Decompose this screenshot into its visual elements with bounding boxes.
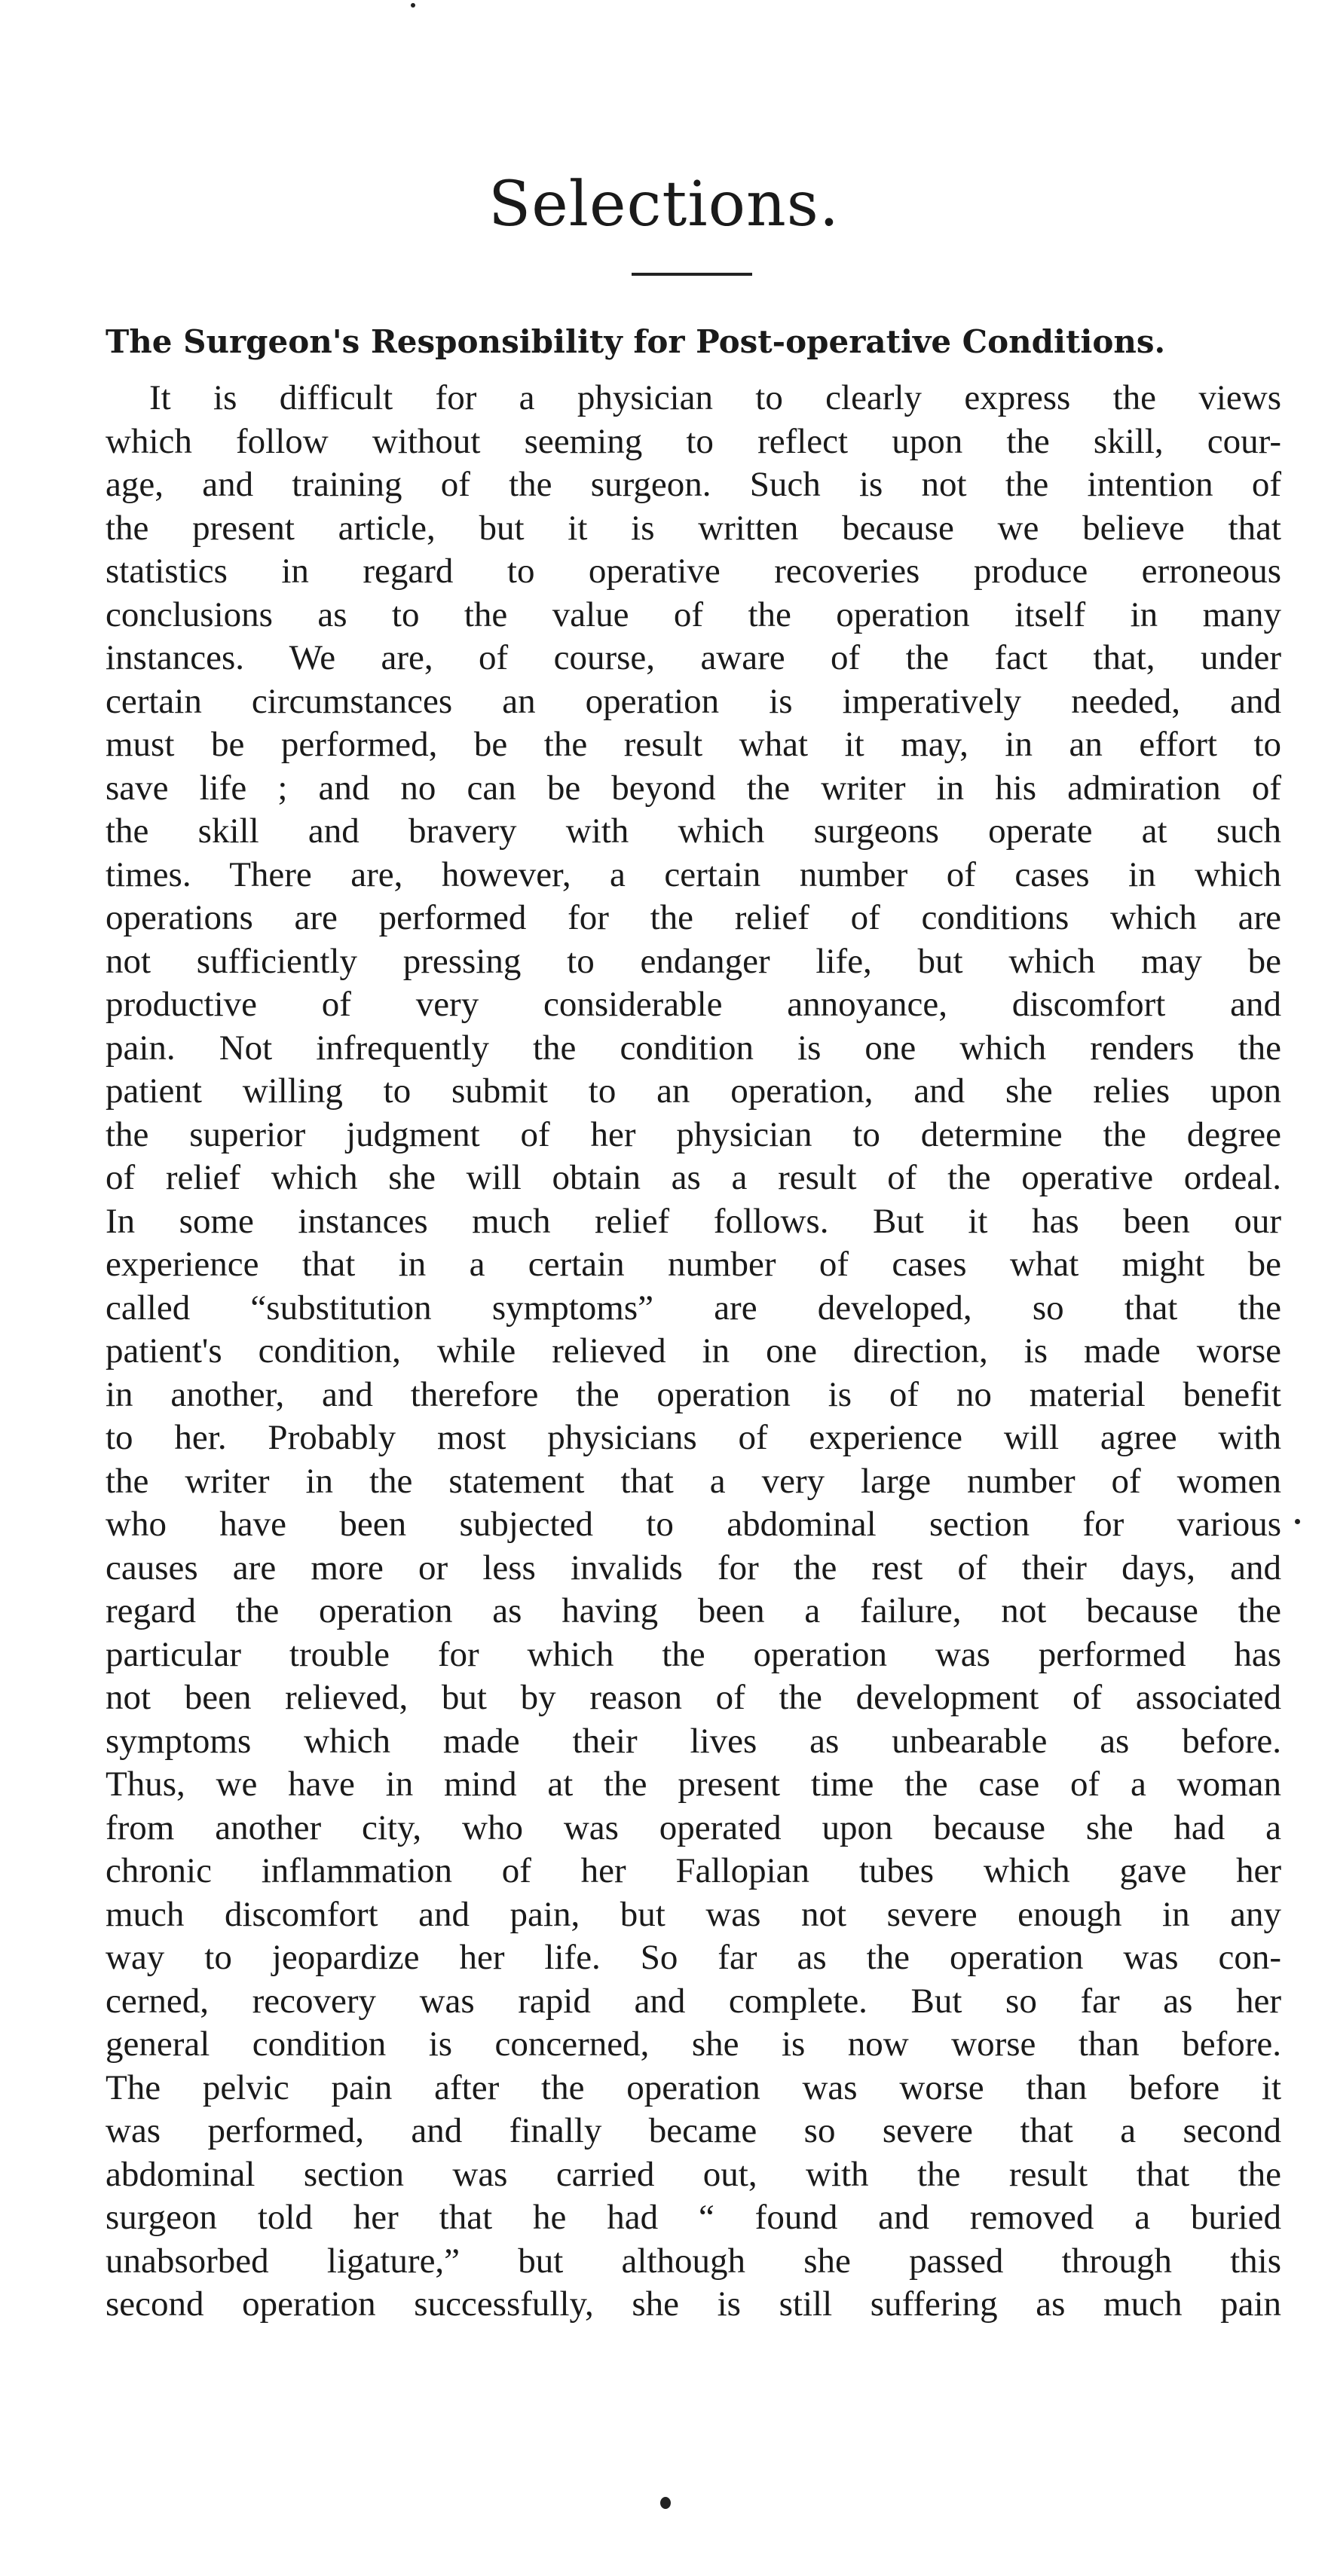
body-line: pain. Not infrequently the condition is one which renders the [106, 1028, 1281, 1068]
body-line: patient's condition, while relieved in one direction, is made worse [106, 1331, 1281, 1371]
body-line: certain circumstances an operation is imperatively needed, and [106, 681, 1281, 721]
body-line: It is difficult for a physician to clearly express the views [149, 378, 1281, 417]
ink-speck [411, 3, 415, 8]
body-line: conclusions as to the value of the operation itself in many [106, 594, 1281, 634]
body-line: unabsorbed ligature,” but although she passed through this [106, 2241, 1281, 2281]
body-line: regard the operation as having been a failure, not because the [106, 1591, 1281, 1630]
body-line: The pelvic pain after the operation was worse than before it [106, 2067, 1281, 2107]
ink-speck [1295, 1519, 1300, 1524]
body-line: Thus, we have in mind at the present time the case of a woman [106, 1765, 1281, 1804]
body-line: save life ; and no can be beyond the writer in his admiration of [106, 768, 1281, 808]
body-line: general condition is concerned, she is now worse than before. [106, 2024, 1281, 2064]
body-line: of relief which she will obtain as a result of the operative ordeal. [106, 1158, 1281, 1197]
body-line: second operation successfully, she is still suffering as much pain [106, 2284, 1281, 2324]
body-line: which follow without seeming to reflect upon the skill, cour- [106, 421, 1281, 461]
article-heading: The Surgeon's Responsibility for Post-operative Conditions. [106, 323, 1166, 360]
body-line: patient willing to submit to an operation, and she relies upon [106, 1071, 1281, 1111]
body-line: much discomfort and pain, but was not severe enough in any [106, 1894, 1281, 1934]
body-line: from another city, who was operated upon because she had a [106, 1807, 1281, 1847]
body-line: causes are more or less invalids for the rest of their days, and [106, 1548, 1281, 1587]
body-line: was performed, and finally became so severe that a second [106, 2111, 1281, 2150]
body-line: times. There are, however, a certain number of cases in which [106, 854, 1281, 894]
body-line: chronic inflammation of her Fallopian tubes which gave her [106, 1851, 1281, 1890]
ink-speck [660, 2497, 671, 2509]
body-line: in another, and therefore the operation is of no material benefit [106, 1374, 1281, 1414]
body-line: the present article, but it is written because we believe that [106, 508, 1281, 548]
body-line: surgeon told her that he had “ found and removed a buried [106, 2198, 1281, 2237]
body-line: abdominal section was carried out, with the result that the [106, 2154, 1281, 2194]
body-line: not been relieved, but by reason of the development of associated [106, 1678, 1281, 1717]
body-line: In some instances much relief follows. But it has been our [106, 1201, 1281, 1241]
body-line: age, and training of the surgeon. Such is not the intention of [106, 465, 1281, 504]
body-line: way to jeopardize her life. So far as the operation was con- [106, 1938, 1281, 1977]
body-line: experience that in a certain number of cases what might be [106, 1245, 1281, 1284]
body-line: to her. Probably most physicians of experience will agree with [106, 1418, 1281, 1457]
body-line: the writer in the statement that a very large number of women [106, 1461, 1281, 1501]
body-line: particular trouble for which the operation was performed has [106, 1634, 1281, 1674]
body-line: symptoms which made their lives as unbearable as before. [106, 1721, 1281, 1761]
body-line: operations are performed for the relief of conditions which are [106, 898, 1281, 937]
article-body [106, 377, 1281, 2327]
body-line: not sufficiently pressing to endanger life, but which may be [106, 941, 1281, 981]
body-line: must be performed, be the result what it may, in an effort to [106, 725, 1281, 764]
body-line: who have been subjected to abdominal section for various [106, 1505, 1281, 1544]
body-line: statistics in regard to operative recoveries produce erroneous [106, 552, 1281, 591]
section-title: Selections. [488, 169, 840, 240]
body-line: instances. We are, of course, aware of the fact that, under [106, 638, 1281, 677]
body-line: productive of very considerable annoyance, discomfort and [106, 985, 1281, 1024]
body-line: cerned, recovery was rapid and complete. But so far as her [106, 1981, 1281, 2021]
body-line: the skill and bravery with which surgeons operate at such [106, 811, 1281, 851]
title-rule-divider [632, 273, 752, 276]
body-line: the superior judgment of her physician to determine the degree [106, 1114, 1281, 1154]
body-line: called “substitution symptoms” are developed, so that the [106, 1288, 1281, 1328]
